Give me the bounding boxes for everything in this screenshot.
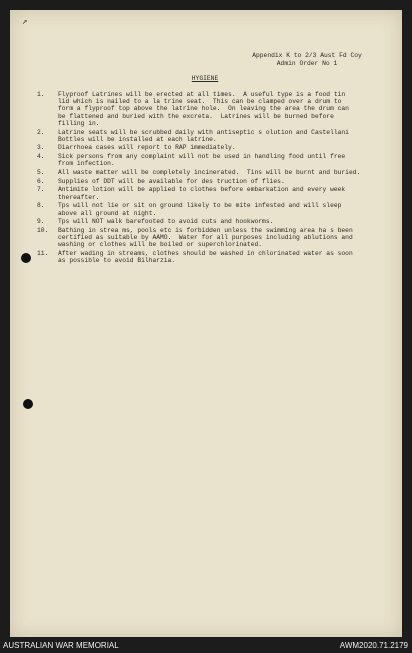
document-title: HYGIENE <box>191 75 219 82</box>
footer-bar <box>0 637 412 653</box>
item-number: 1. <box>37 91 45 98</box>
item-text: Flyproof Latrines will be erected at all times. A useful type is a food tin lid which is nailed to a la trine seat. This can be clamped over a drum to form a flyproof top above the latrine hole. On leaving the area the drum can be flattened and buried with the excreta. Latrines will be burned before filling in. <box>58 91 349 127</box>
item-text: Tps will not lie or sit on ground likely to be mite infested and will sleep above all ground at night. <box>58 202 342 217</box>
punch-hole-top <box>21 253 31 263</box>
item-text: Supplies of DDT will be available for des truction of flies. <box>58 177 285 185</box>
item-number: 10. <box>37 226 49 234</box>
item-text: Tps will NOT walk barefooted to avoid cuts and hookworms. <box>58 218 274 226</box>
item-text: After wading in streams, clothes should be washed in chlorinated water as soon as possible to avoid Bilharzia. <box>58 250 353 265</box>
appendix-line: Appendix K to 2/3 Aust Fd Coy <box>252 52 362 59</box>
item-number: 4. <box>37 153 45 161</box>
list-item <box>37 178 387 185</box>
item-number: 6. <box>37 177 45 185</box>
item-text: Bathing in strea ms, pools etc is forbidden unless the swimming area ha s been certified as suitable by AAMO. Water for all purposes including ablutions and washing or clothes will be boiled or superchlorinated. <box>58 226 353 249</box>
document-header <box>232 52 382 68</box>
list-item <box>37 144 387 151</box>
footer-institution: AUSTRALIAN WAR MEMORIAL <box>3 641 119 650</box>
item-number: 2. <box>37 128 45 136</box>
item-number: 11. <box>37 250 49 258</box>
item-number: 7. <box>37 186 45 194</box>
item-number: 9. <box>37 218 45 226</box>
list-item <box>37 250 387 264</box>
order-line: Admin Order No 1 <box>276 60 338 67</box>
item-text: Antimite lotion will be applied to clothes before embarkation and every week thereafter. <box>58 186 346 201</box>
item-number: 3. <box>37 144 45 152</box>
list-item <box>37 129 387 143</box>
pen-mark: ↗ <box>22 17 28 27</box>
item-number: 5. <box>37 169 45 177</box>
item-number: 8. <box>37 202 45 210</box>
hygiene-list <box>37 91 387 266</box>
list-item <box>37 227 387 249</box>
list-item <box>37 169 387 176</box>
punch-hole-bottom <box>23 399 33 409</box>
list-item <box>37 202 387 216</box>
footer-accession-number: AWM2020.71.2179 <box>339 641 408 650</box>
item-text: Latrine seats will be scrubbed daily with antiseptic s olution and Castellani Bottles will be installed at each latrine. <box>58 128 349 143</box>
list-item <box>37 218 387 225</box>
list-item <box>37 91 387 127</box>
item-text: Sick persons from any complaint will not be used in handling food until free from infection. <box>58 153 346 168</box>
list-item <box>37 153 387 167</box>
item-text: All waste matter will be completely incinerated. Tins will be burnt and buried. <box>58 169 361 177</box>
list-item <box>37 186 387 200</box>
item-text: Diarrhoea cases will report to RAP immediately. <box>58 144 236 152</box>
